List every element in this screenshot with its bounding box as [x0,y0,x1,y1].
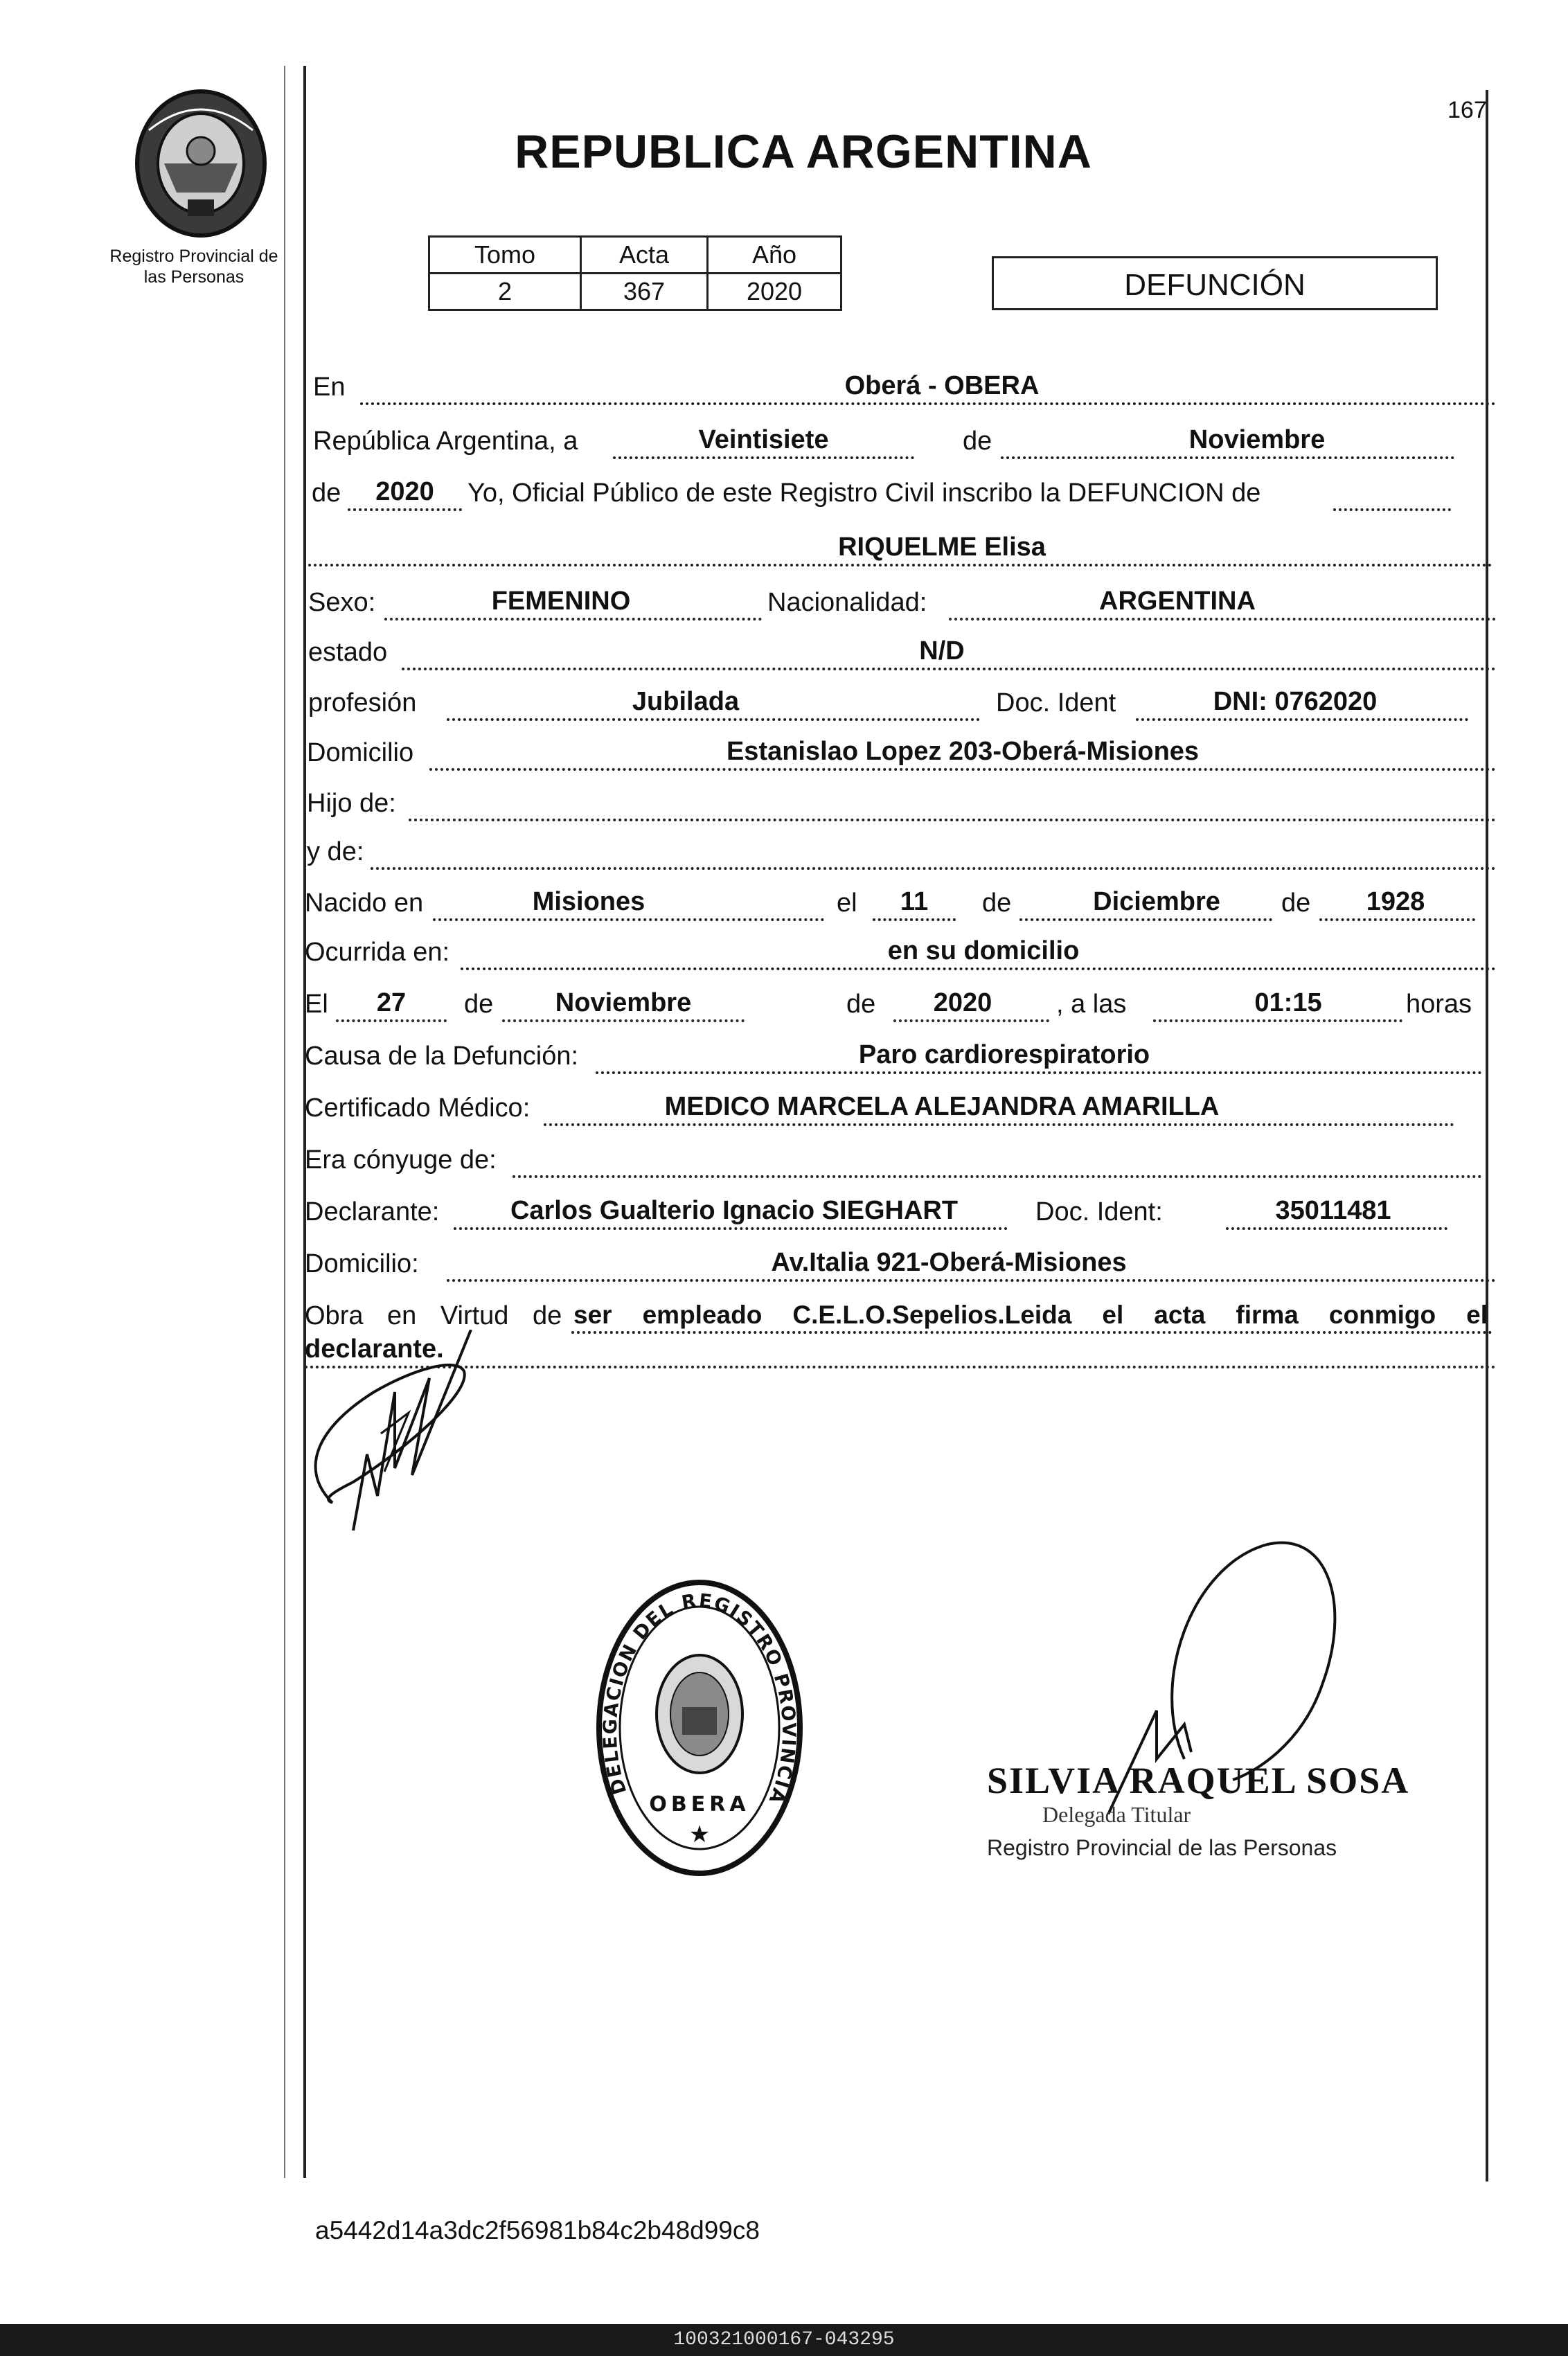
label-obra: Obra en Virtud de [305,1301,562,1330]
label-certificado: Certificado Médico: [305,1094,531,1123]
label-ocurrida: Ocurrida en: [305,938,450,967]
value-nombre: RIQUELME Elisa [838,533,1046,562]
row-sexo [305,580,1496,621]
row-causa [305,1034,1496,1074]
seal-bottom-text: OBERA [649,1792,750,1817]
row-estado [305,630,1496,670]
label-declarante: Declarante: [305,1197,440,1226]
value-causa: Paro cardiorespiratorio [858,1040,1150,1069]
registry-value-tomo: 2 [429,274,581,310]
row-certificado [305,1086,1496,1126]
value-fecha-mes: Noviembre [1188,425,1326,454]
text-inscribo: Yo, Oficial Público de este Registro Civil inscribo la DEFUNCION de [467,479,1261,508]
signer-name: SILVIA RAQUEL SOSA [987,1760,1410,1801]
value-estado: N/D [919,636,965,666]
value-nacido-mes: Diciembre [1093,887,1220,916]
barcode-footer: 100321000167-043295 [0,2324,1568,2356]
label-hijo-de: Hijo de: [307,789,396,818]
value-fecha-dia: Veintisiete [698,425,829,454]
label-profesion: profesión [308,688,417,717]
row-domicilio [305,731,1496,771]
row-el [305,982,1496,1022]
label-nacido-de: de [982,889,1012,918]
row-domicilio-declarante [305,1242,1496,1282]
field-hijo-de [409,780,1496,821]
document-hash: a5442d14a3dc2f56981b84c2b48d99c8 [315,2216,760,2245]
value-el-dia: 27 [376,988,407,1017]
registry-value-row [429,274,841,310]
value-el-anio: 2020 [933,988,992,1017]
row-inscribo [305,471,1496,511]
province-logo [121,82,280,241]
registry-header-tomo: Tomo [429,237,581,274]
left-margin-line-inner [284,66,285,2178]
label-nacido-el: el [837,889,857,918]
value-nacido-anio: 1928 [1366,887,1425,916]
field-inscribo-tail [1333,488,1451,511]
value-el-hora: 01:15 [1254,988,1322,1017]
registry-value-acta: 367 [581,274,708,310]
svg-text:★: ★ [688,1821,711,1848]
registry-header-acta: Acta [581,237,708,274]
row-nombre [305,526,1496,566]
value-declarante: Carlos Gualterio Ignacio SIEGHART [510,1196,959,1225]
value-domicilio: Estanislao Lopez 203-Oberá-Misiones [726,737,1200,766]
row-y-de [305,830,1496,870]
value-sexo: FEMENINO [491,587,631,616]
label-doc-ident: Doc. Ident [996,688,1116,717]
registry-header-anio: Año [708,237,841,274]
page-number: 167 [1447,97,1487,123]
label-el-horas: horas [1406,990,1472,1019]
label-inscribo-de: de [312,479,341,508]
value-en: Oberá - OBERA [844,371,1040,400]
signer-organization: Registro Provincial de las Personas [987,1835,1337,1860]
registry-table [428,235,842,311]
label-domicilio: Domicilio [307,738,414,767]
field-y-de [371,828,1496,870]
label-y-de: y de: [307,837,364,866]
row-fecha [305,419,1496,459]
label-domicilio-declarante: Domicilio: [305,1249,419,1278]
value-profesion: Jubilada [632,687,740,716]
label-sexo: Sexo: [308,588,376,617]
row-en [305,365,1496,405]
value-obra-line2: declarante. [305,1335,444,1364]
label-estado: estado [308,638,388,667]
label-declarante-doc: Doc. Ident: [1035,1197,1163,1226]
field-conyuge [513,1136,1482,1178]
label-fecha: República Argentina, a [313,427,578,456]
label-el: El [305,990,328,1019]
label-el-a-las: , a las [1056,990,1127,1019]
value-fecha-anio: 2020 [375,477,434,506]
value-el-mes: Noviembre [555,988,692,1017]
logo-caption: Registro Provincial de las Personas [109,247,278,287]
label-el-de: de [464,990,494,1019]
value-nacido-dia: 11 [900,887,929,916]
label-nacido-en: Nacido en [305,889,424,918]
label-el-de2: de [846,990,876,1019]
label-nacionalidad: Nacionalidad: [767,588,927,617]
label-en: En [313,373,346,402]
value-obra-line1: ser empleado C.E.L.O.Sepelios.Leida el acta firma conmigo el [573,1301,1488,1329]
page-title: REPUBLICA ARGENTINA [515,125,1092,178]
row-conyuge [305,1138,1496,1178]
value-ocurrida: en su domicilio [887,936,1080,965]
row-nacido [305,881,1496,921]
registry-value-anio: 2020 [708,274,841,310]
value-nacido-lugar: Misiones [532,887,645,916]
declarant-signature [291,1330,513,1555]
row-ocurrida [305,930,1496,970]
row-declarante [305,1190,1496,1230]
row-profesion [305,681,1496,721]
document-type-box: DEFUNCIÓN [992,256,1438,310]
label-causa: Causa de la Defunción: [305,1042,579,1071]
label-fecha-de: de [963,427,992,456]
svg-text:DELEGACION DEL REGISTRO PROVIN: DELEGACION DEL REGISTRO PROVINCIA [599,1590,800,1808]
official-seal [592,1572,807,1887]
value-doc-ident: DNI: 0762020 [1213,687,1378,716]
value-domicilio-declarante: Av.Italia 921-Oberá-Misiones [771,1248,1127,1277]
value-certificado: MEDICO MARCELA ALEJANDRA AMARILLA [664,1092,1220,1121]
signer-role: Delegada Titular [1042,1802,1191,1827]
label-conyuge: Era cónyuge de: [305,1145,497,1175]
value-nacionalidad: ARGENTINA [1099,587,1256,616]
label-nacido-de2: de [1281,889,1311,918]
row-hijo-de [305,781,1496,821]
value-declarante-doc: 35011481 [1275,1196,1391,1225]
registry-header-row [429,237,841,274]
